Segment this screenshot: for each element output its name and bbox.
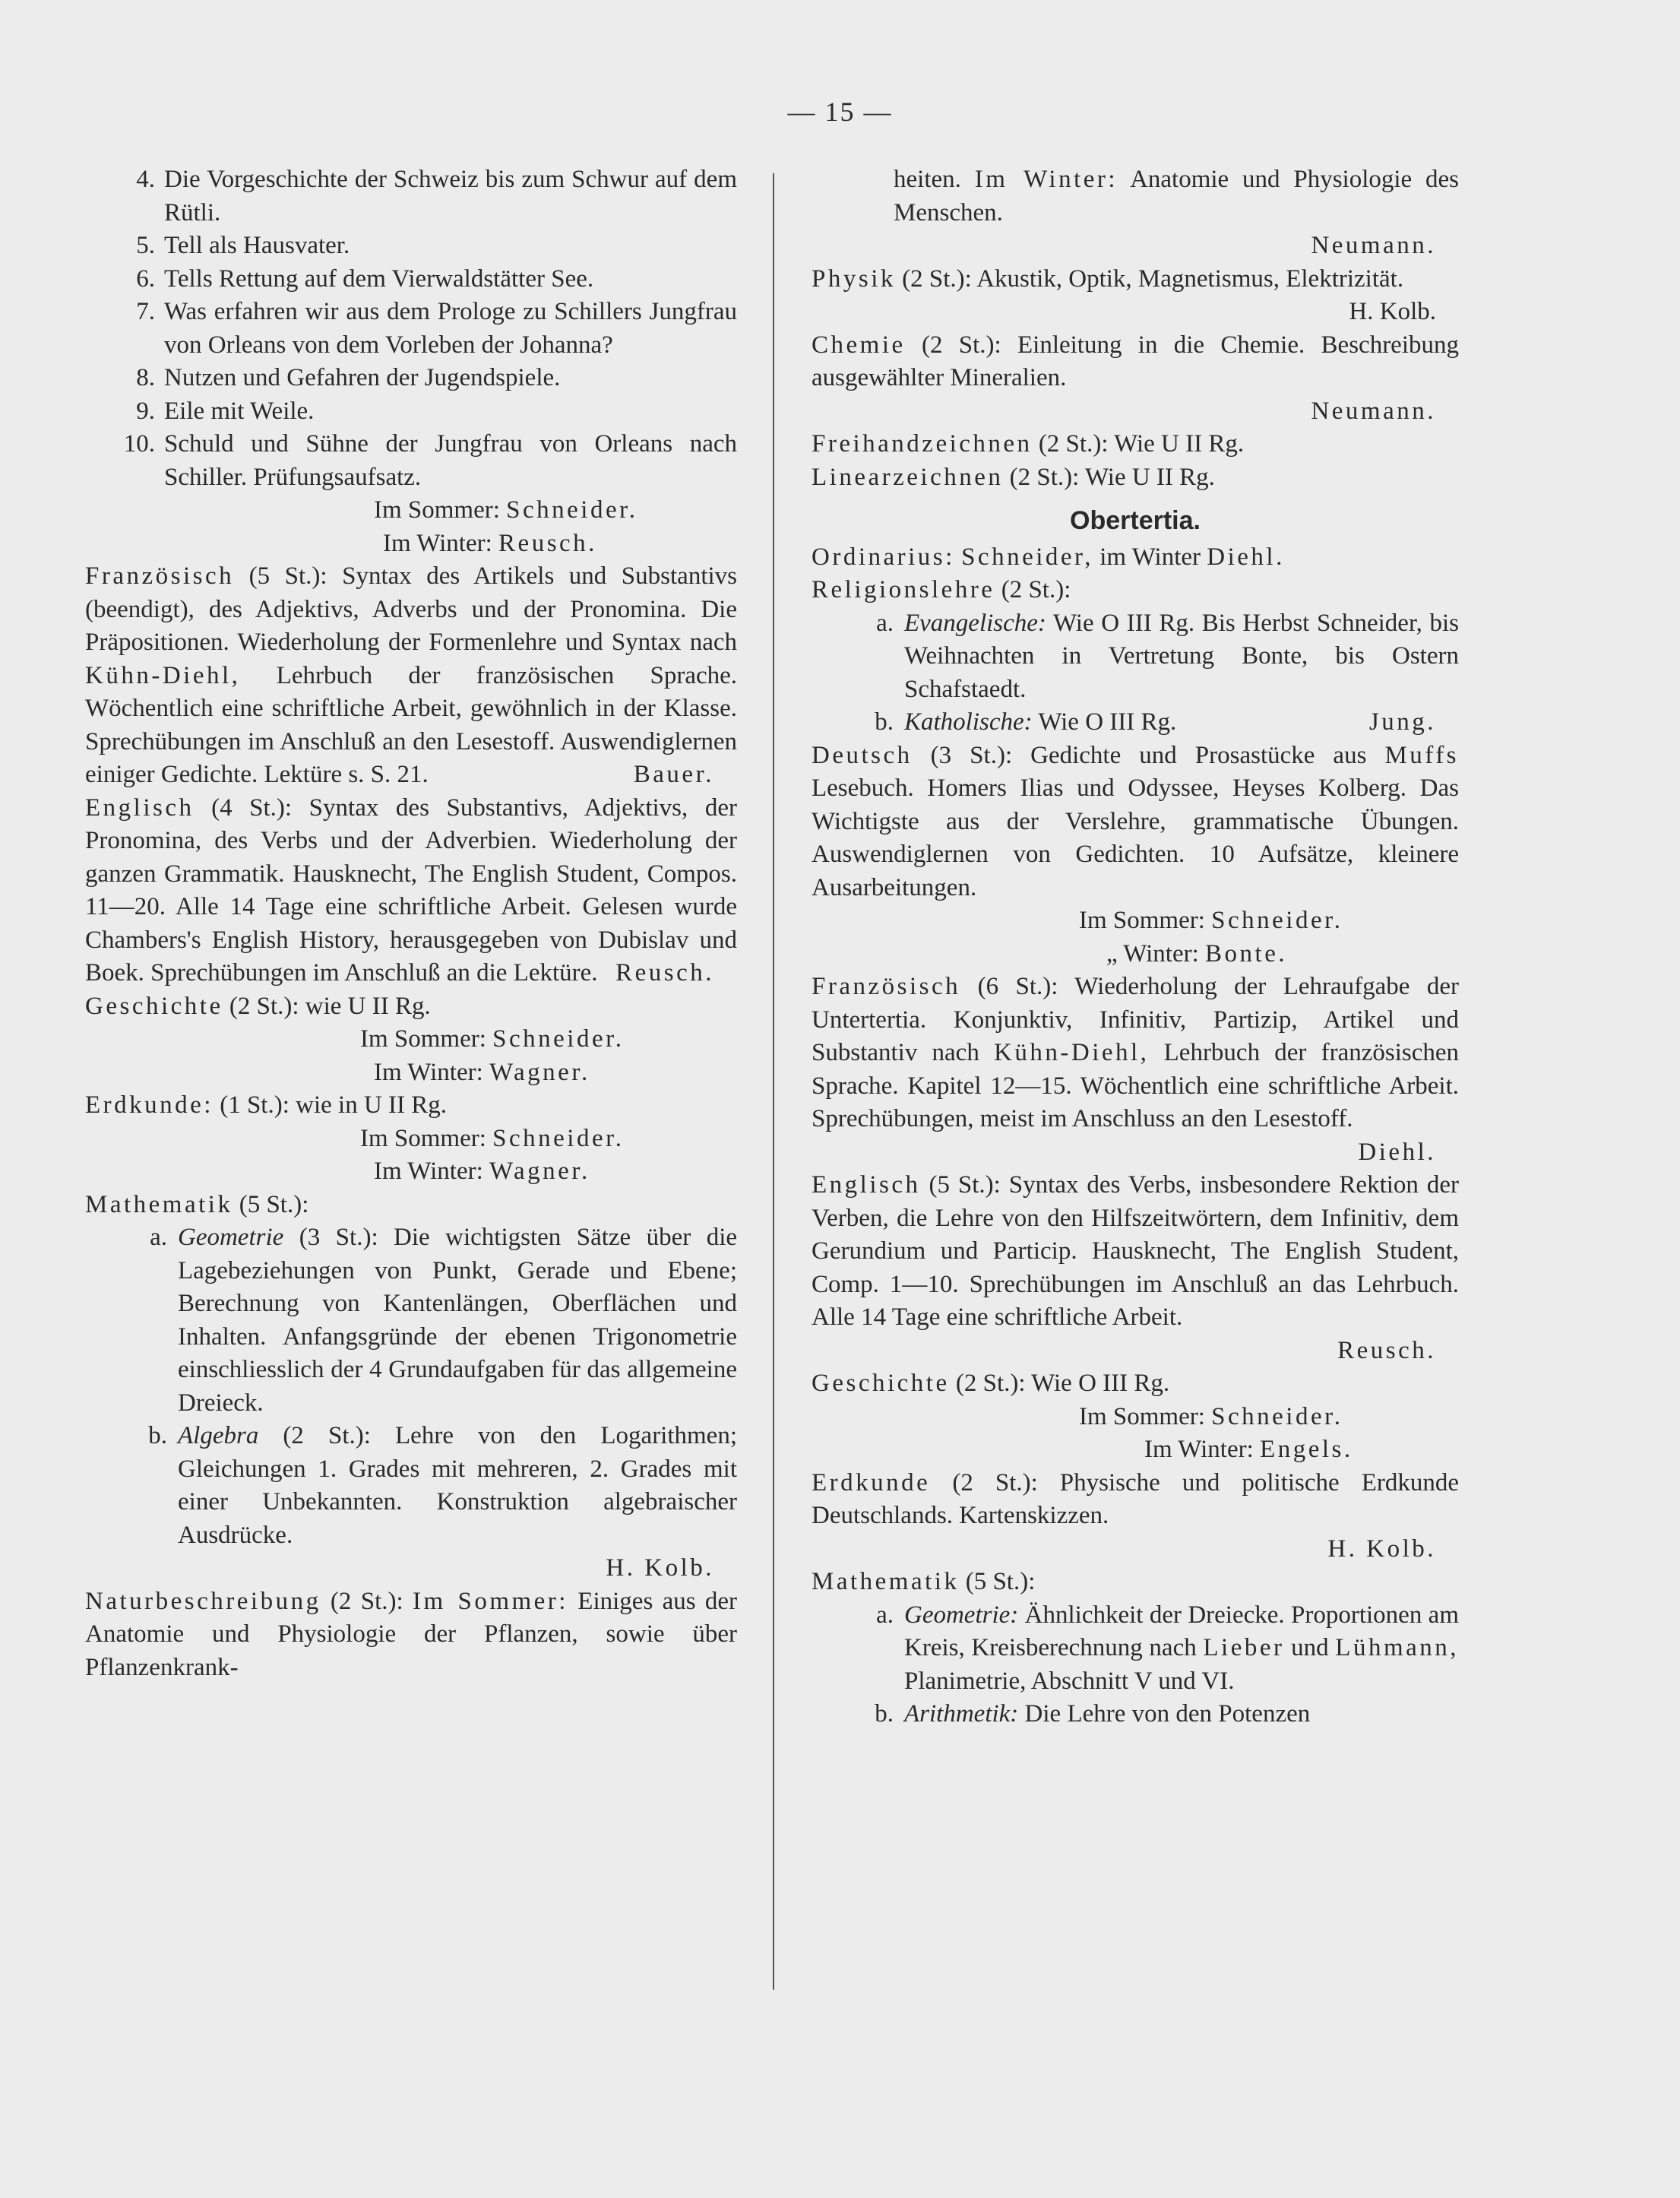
subject-title: Französisch: [85, 562, 235, 590]
teacher-name: Reusch.: [615, 959, 714, 987]
teacher-winter: Im Winter: Engels.: [1144, 1436, 1353, 1463]
subject-title: Chemie: [812, 331, 906, 359]
subject-physik: Physik (2 St.): Akustik, Optik, Magnetismus, Elektrizität. H. Kolb.: [812, 263, 1459, 296]
teacher-winter: „ Winter: Bonte.: [1106, 939, 1288, 968]
subject-title: Deutsch: [812, 741, 913, 769]
teacher-summer: Im Sommer: Schneider.: [374, 496, 638, 524]
subject-title: Mathematik: [85, 1190, 233, 1218]
subject-title: Englisch: [85, 793, 195, 822]
religion-evangelisch: a. Evangelische: Wie O III Rg. Bis Herbst Schneider, bis Weihnachten in Vertretung Bonte, bis Ostern Schafstaedt.: [876, 609, 1460, 703]
subject-title: Geschichte: [85, 992, 223, 1020]
column-divider: [773, 173, 774, 1990]
subject-geschichte: Geschichte (2 St.): Wie O III Rg.: [812, 1370, 1170, 1397]
teacher-name: Neumann.: [1311, 232, 1436, 259]
right-column: [812, 163, 1459, 1731]
subject-linearzeichnen: Linearzeichnen (2 St.): Wie U II Rg.: [812, 463, 1215, 491]
subject-title: Englisch: [812, 1171, 921, 1199]
teacher-name: Jung.: [1368, 708, 1436, 736]
subject-freihandzeichnen: Freihandzeichnen (2 St.): Wie U II Rg.: [812, 430, 1245, 458]
teacher-name: H. Kolb.: [1327, 1534, 1436, 1563]
page-number: — 15 —: [787, 97, 893, 127]
subject-naturbeschreibung: Naturbeschreibung (2 St.): Im Sommer: Einiges aus der Anatomie und Physiologie der Pflanzen, sowie über Pflanzenkrank-: [85, 1587, 738, 1681]
religion-katholisch: b. Katholische: Wie O III Rg. Jung.: [812, 706, 1459, 740]
subject-title: Französisch: [812, 973, 961, 1000]
subject-religionslehre: Religionslehre (2 St.):: [812, 576, 1071, 603]
section-heading: Obertertia.: [1070, 506, 1201, 535]
subject-title: Freihandzeichnen: [812, 430, 1033, 458]
teacher-summer: Im Sommer: Schneider.: [360, 1124, 625, 1152]
subject-chemie: Chemie (2 St.): Einleitung in die Chemie. Beschreibung ausgewählter Mineralien.: [812, 331, 1460, 391]
subject-erdkunde: Erdkunde: (1 St.): wie in U II Rg.: [85, 1091, 448, 1119]
math-geometrie: a. Geometrie (3 St.): Die wichtigsten Sätze über die Lagebeziehungen von Punkt, Gerade und Ebene; Berechnung von Kantenlängen, Oberflächen und Inhalten. Anfangsgründe der ebenen Trigonometrie einschliesslich der 4 Grundaufgaben für das allgemeine Dreieck.: [150, 1224, 738, 1417]
math-geometrie: a. Geometrie: Ähnlichkeit der Dreiecke. Proportionen am Kreis, Kreisberechnung nach Lieber und Lühmann, Planimetrie, Abschnitt V und VI.: [876, 1601, 1460, 1695]
subject-englisch: Englisch (5 St.): Syntax des Verbs, insbesondere Rektion der Verben, die Lehre von den Hilfszeitwörtern, dem Infinitiv, dem Gerundium und Particip. Hausknecht, The English Student, Comp. 1—10. Sprechübungen im Anschluß an das Lehrbuch. Alle 14 Tage eine schriftliche Arbeit.: [812, 1171, 1460, 1331]
essay-topic-9: 9. Eile mit Weile.: [136, 397, 315, 425]
essay-topic-7: 7. Was erfahren wir aus dem Prologe zu Schillers Jungfrau von Orleans von dem Vorleben der Johanna?: [136, 298, 737, 359]
subject-mathematik: Mathematik (5 St.):: [812, 1568, 1036, 1595]
subject-franzoesisch: Französisch (5 St.): Syntax des Artikels und Substantivs (beendigt), des Adjektivs, Adverbs und der Pronomina. Die Präpositionen. Wiederholung der Formenlehre und Syntax nach Kühn-Diehl, Lehrbuch der französischen Sprache. Wöchentlich eine schriftliche Arbeit, gewöhnlich in der Klasse. Sprechübungen im Anschluß an den Lesestoff. Auswendiglernen einiger Gedichte. Lektüre s. S. 21. Bauer.: [85, 560, 737, 792]
teacher-summer: Im Sommer: Schneider.: [1079, 1402, 1343, 1430]
essay-topic-10: 10. Schuld und Sühne der Jungfrau von Orleans nach Schiller. Prüfungsaufsatz.: [123, 430, 737, 491]
teacher-winter: Im Winter: Wagner.: [374, 1158, 590, 1185]
subject-title: Religionslehre: [812, 576, 995, 603]
teacher-name: Diehl.: [1358, 1138, 1436, 1166]
essay-topic-6: 6. Tells Rettung auf dem Vierwaldstätter See.: [136, 264, 594, 293]
subject-title: Erdkunde: [812, 1468, 931, 1496]
math-algebra: b. Algebra (2 St.): Lehre von den Logarithmen; Gleichungen 1. Grades mit mehreren, 2. Grades mit einer Unbekannten. Konstruktion algebraischer Ausdrücke.: [148, 1422, 737, 1549]
teacher-name: Neumann.: [1311, 397, 1436, 425]
naturbeschreibung-continued: heiten. Im Winter: Anatomie und Physiologie des Menschen.: [894, 166, 1460, 226]
subject-title: Naturbeschreibung: [85, 1587, 321, 1615]
subject-franzoesisch: Französisch (6 St.): Wiederholung der Lehraufgabe der Untertertia. Konjunktiv, Infinitiv, Partizip, Artikel und Substantiv nach Kühn-Diehl, Lehrbuch der französischen Sprache. Kapitel 12—15. Wöchentlich eine schriftliche Arbeit. Sprechübungen, meist im Anschluss an den Lesestoff.: [812, 973, 1460, 1132]
teacher-summer: Im Sommer: Schneider.: [1079, 907, 1343, 934]
subject-title: Linearzeichnen: [812, 463, 1004, 491]
math-arithmetik: b. Arithmetik: Die Lehre von den Potenzen: [875, 1700, 1311, 1728]
teacher-name: H. Kolb.: [1349, 298, 1436, 325]
essay-topic-4: 4. Die Vorgeschichte der Schweiz bis zum Schwur auf dem Rütli.: [136, 166, 737, 226]
teacher-winter: Im Winter: Wagner.: [374, 1058, 590, 1086]
teacher-summer: Im Sommer: Schneider.: [360, 1025, 625, 1053]
subject-title: Physik: [812, 264, 896, 293]
left-column: [85, 163, 737, 1684]
ordinarius: Ordinarius: Schneider, im Winter Diehl.: [812, 543, 1285, 571]
subject-title: Erdkunde:: [85, 1091, 214, 1119]
essay-topic-8: 8. Nutzen und Gefahren der Jugendspiele.: [136, 364, 561, 391]
teacher-name: H. Kolb.: [606, 1554, 714, 1582]
subject-mathematik: Mathematik (5 St.):: [85, 1190, 309, 1218]
subject-erdkunde: Erdkunde (2 St.): Physische und politische Erdkunde Deutschlands. Kartenskizzen.: [812, 1468, 1459, 1529]
subject-title: Mathematik: [812, 1568, 960, 1595]
essay-topic-5: 5. Tell als Hausvater.: [136, 232, 350, 259]
subject-title: Geschichte: [812, 1370, 950, 1397]
subject-geschichte: Geschichte (2 St.): wie U II Rg.: [85, 992, 431, 1020]
teacher-winter: Im Winter: Reusch.: [383, 529, 597, 557]
subject-englisch: Englisch (4 St.): Syntax des Substantivs, Adjektivs, der Pronomina, des Verbs und der Adverbien. Wiederholung der ganzen Grammatik. Hausknecht, The English Student, Compos. 11—20. Alle 14 Tage eine schriftliche Arbeit. Gelesen wurde Chambers's English History, herausgegeben von Dubislav und Boek. Sprechübungen im Anschluß an die Lektüre. Reusch.: [85, 792, 737, 990]
teacher-name: Bauer.: [633, 761, 714, 788]
teacher-name: Reusch.: [1337, 1336, 1436, 1364]
subject-deutsch: Deutsch (3 St.): Gedichte und Prosastücke aus Muffs Lesebuch. Homers Ilias und Odyssee, Heyses Kolberg. Das Wichtigste aus der Verslehre, grammatische Übungen. Auswendiglernen von Gedichten. 10 Aufsätze, kleinere Ausarbeitungen.: [812, 741, 1460, 901]
